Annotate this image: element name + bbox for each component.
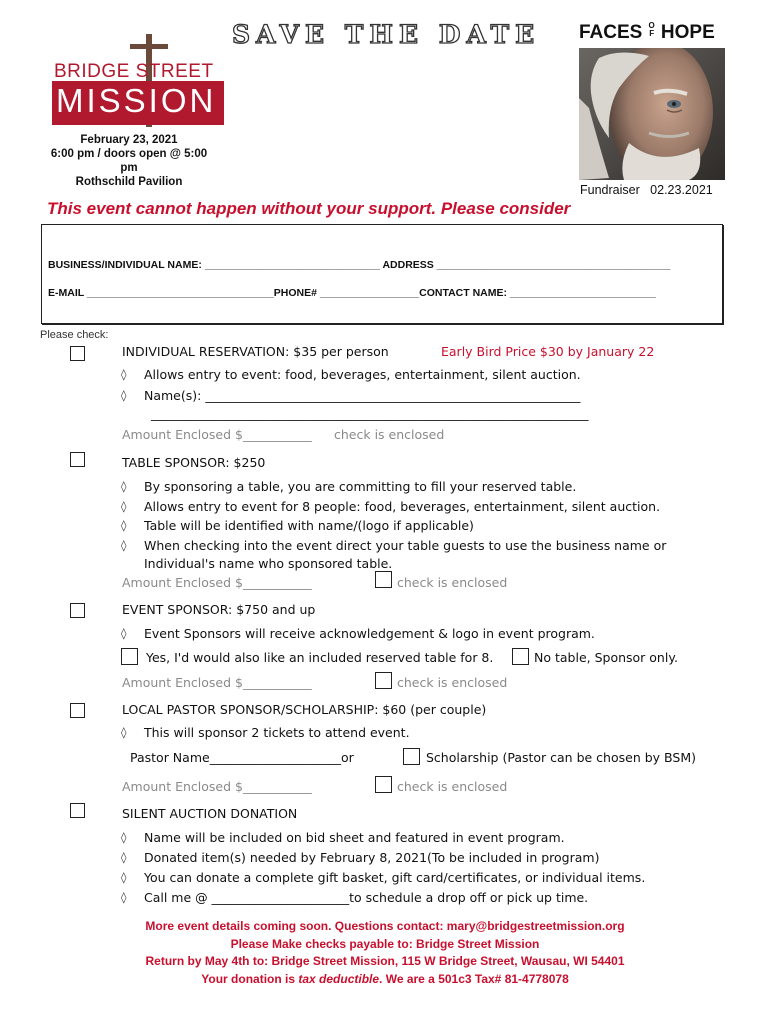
bullet-icon: ◊ <box>121 851 127 864</box>
pastor-sponsor-title: LOCAL PASTOR SPONSOR/SCHOLARSHIP: $60 (per couple) <box>122 702 487 717</box>
bullet-icon: ◊ <box>121 627 127 640</box>
event-check-enclosed-label: check is enclosed <box>397 675 508 690</box>
pastor-name-field[interactable]: Pastor Name_____________________or <box>130 750 354 765</box>
bullet-icon: ◊ <box>121 726 127 739</box>
event-no-table-label: No table, Sponsor only. <box>534 650 678 665</box>
bullet-icon: ◊ <box>121 389 127 402</box>
bullet-icon: ◊ <box>121 539 127 552</box>
bullet-icon: ◊ <box>121 831 127 844</box>
save-the-date-title: SAVE THE DATE <box>232 20 541 49</box>
table-bullet-1: By sponsoring a table, you are committing to fill your reserved table. <box>144 479 577 494</box>
of-f: F <box>649 29 655 38</box>
event-bullet-1: Event Sponsors will receive acknowledgement & logo in event program. <box>144 626 595 641</box>
individual-names-field[interactable]: Name(s): ____________________________________________________________ <box>144 388 581 403</box>
scholarship-label: Scholarship (Pastor can be chosen by BSM) <box>426 750 696 765</box>
footer-return-line: Return by May 4th to: Bridge Street Mission, 115 W Bridge Street, Wausau, WI 54401 <box>145 954 625 968</box>
table-bullet-3: Table will be identified with name/(logo if applicable) <box>144 518 474 533</box>
individual-amount-enclosed[interactable]: Amount Enclosed $___________ <box>122 427 312 442</box>
faces-word: FACES <box>579 22 643 43</box>
silent-auction-title: SILENT AUCTION DONATION <box>122 806 298 821</box>
hope-word: HOPE <box>660 22 715 43</box>
of-stack <box>648 22 656 38</box>
event-sponsor-checkbox[interactable] <box>70 603 85 618</box>
footer-payable-line: Please Make checks payable to: Bridge Street Mission <box>230 936 540 951</box>
event-time: 6:00 pm / doors open @ 5:00 pm <box>50 148 208 174</box>
pastor-check-enclosed-label: check is enclosed <box>397 779 508 794</box>
individual-reservation-checkbox[interactable] <box>70 346 85 361</box>
auction-call-me-field[interactable]: Call me @ ______________________to schedule a drop off or pick up time. <box>144 890 589 905</box>
bullet-icon: ◊ <box>121 480 127 493</box>
footer-contact-line: More event details coming soon. Questions contact: mary@bridgestreetmission.org <box>145 919 625 933</box>
business-name-address-field[interactable]: BUSINESS/INDIVIDUAL NAME: ______________________________ ADDRESS ________________________________________ <box>48 259 671 271</box>
table-amount-enclosed[interactable]: Amount Enclosed $___________ <box>122 575 312 590</box>
table-sponsor-checkbox[interactable] <box>70 452 85 467</box>
pastor-amount-enclosed[interactable]: Amount Enclosed $___________ <box>122 779 312 794</box>
pastor-bullet-1: This will sponsor 2 tickets to attend event. <box>144 725 410 740</box>
event-no-table-checkbox[interactable] <box>512 648 529 665</box>
logo-line-bridge-street: BRIDGE STREET <box>54 61 214 82</box>
footer-info <box>95 918 675 988</box>
pastor-check-enclosed-checkbox[interactable] <box>375 776 392 793</box>
footer-tax-line <box>95 971 675 989</box>
footer-tax-text-a: Your donation is <box>201 971 299 986</box>
fundraiser-label: Fundraiser <box>580 183 640 197</box>
bullet-icon: ◊ <box>121 368 127 381</box>
faces-of-hope-title <box>579 22 715 44</box>
fundraiser-date-line <box>580 183 713 197</box>
please-check-label: Please check: <box>40 329 109 341</box>
of-o: O <box>648 21 655 30</box>
bullet-icon: ◊ <box>121 871 127 884</box>
table-bullet-4-cont: Individual's name who sponsored table. <box>144 556 393 571</box>
event-date: February 23, 2021 <box>80 134 178 146</box>
individual-reservation-title: INDIVIDUAL RESERVATION: $35 per person <box>122 344 389 359</box>
table-check-enclosed-checkbox[interactable] <box>375 571 392 588</box>
individual-names-field-cont[interactable]: ______________________________________________________________________ <box>151 406 589 421</box>
event-reserved-table-checkbox[interactable] <box>121 648 138 665</box>
bullet-icon: ◊ <box>121 519 127 532</box>
event-details <box>44 133 214 189</box>
event-sponsor-title: EVENT SPONSOR: $750 and up <box>122 602 316 617</box>
table-bullet-2: Allows entry to event for 8 people: food, beverages, entertainment, silent auction. <box>144 499 661 514</box>
auction-bullet-1: Name will be included on bid sheet and featured in event program. <box>144 830 565 845</box>
silent-auction-checkbox[interactable] <box>70 803 85 818</box>
scholarship-checkbox[interactable] <box>403 748 420 765</box>
event-location: Rothschild Pavilion <box>75 176 183 188</box>
early-bird-price: Early Bird Price $30 by January 22 <box>441 344 655 359</box>
pastor-sponsor-checkbox[interactable] <box>70 703 85 718</box>
logo-line-mission: MISSION <box>56 82 217 119</box>
table-sponsor-title: TABLE SPONSOR: $250 <box>122 455 266 470</box>
email-phone-contact-field[interactable]: E-MAIL ________________________________PHONE# _________________CONTACT NAME: _________________________ <box>48 287 656 299</box>
support-headline: This event cannot happen without your support. Please consider <box>47 199 571 218</box>
table-check-enclosed-label: check is enclosed <box>397 575 508 590</box>
auction-bullet-2: Donated item(s) needed by February 8, 2021(To be included in program) <box>144 850 600 865</box>
fundraiser-date: 02.23.2021 <box>650 183 713 197</box>
bullet-icon: ◊ <box>121 500 127 513</box>
bridge-street-mission-logo <box>52 32 227 127</box>
contact-info-box <box>41 224 723 324</box>
elderly-man-photo <box>579 48 725 180</box>
footer-tax-deductible: tax deductible <box>298 971 380 986</box>
event-amount-enclosed[interactable]: Amount Enclosed $___________ <box>122 675 312 690</box>
auction-bullet-3: You can donate a complete gift basket, gift card/certificates, or individual items. <box>144 870 646 885</box>
event-reserved-table-label: Yes, I'd would also like an included reserved table for 8. <box>146 650 494 665</box>
individual-bullet-1: Allows entry to event: food, beverages, entertainment, silent auction. <box>144 367 581 382</box>
footer-tax-text-c: . We are a 501c3 Tax# 81-4778078 <box>379 971 569 986</box>
event-check-enclosed-checkbox[interactable] <box>375 672 392 689</box>
individual-check-enclosed-label: check is enclosed <box>334 427 445 442</box>
bullet-icon: ◊ <box>121 891 127 904</box>
table-bullet-4: When checking into the event direct your table guests to use the business name or <box>144 538 667 553</box>
